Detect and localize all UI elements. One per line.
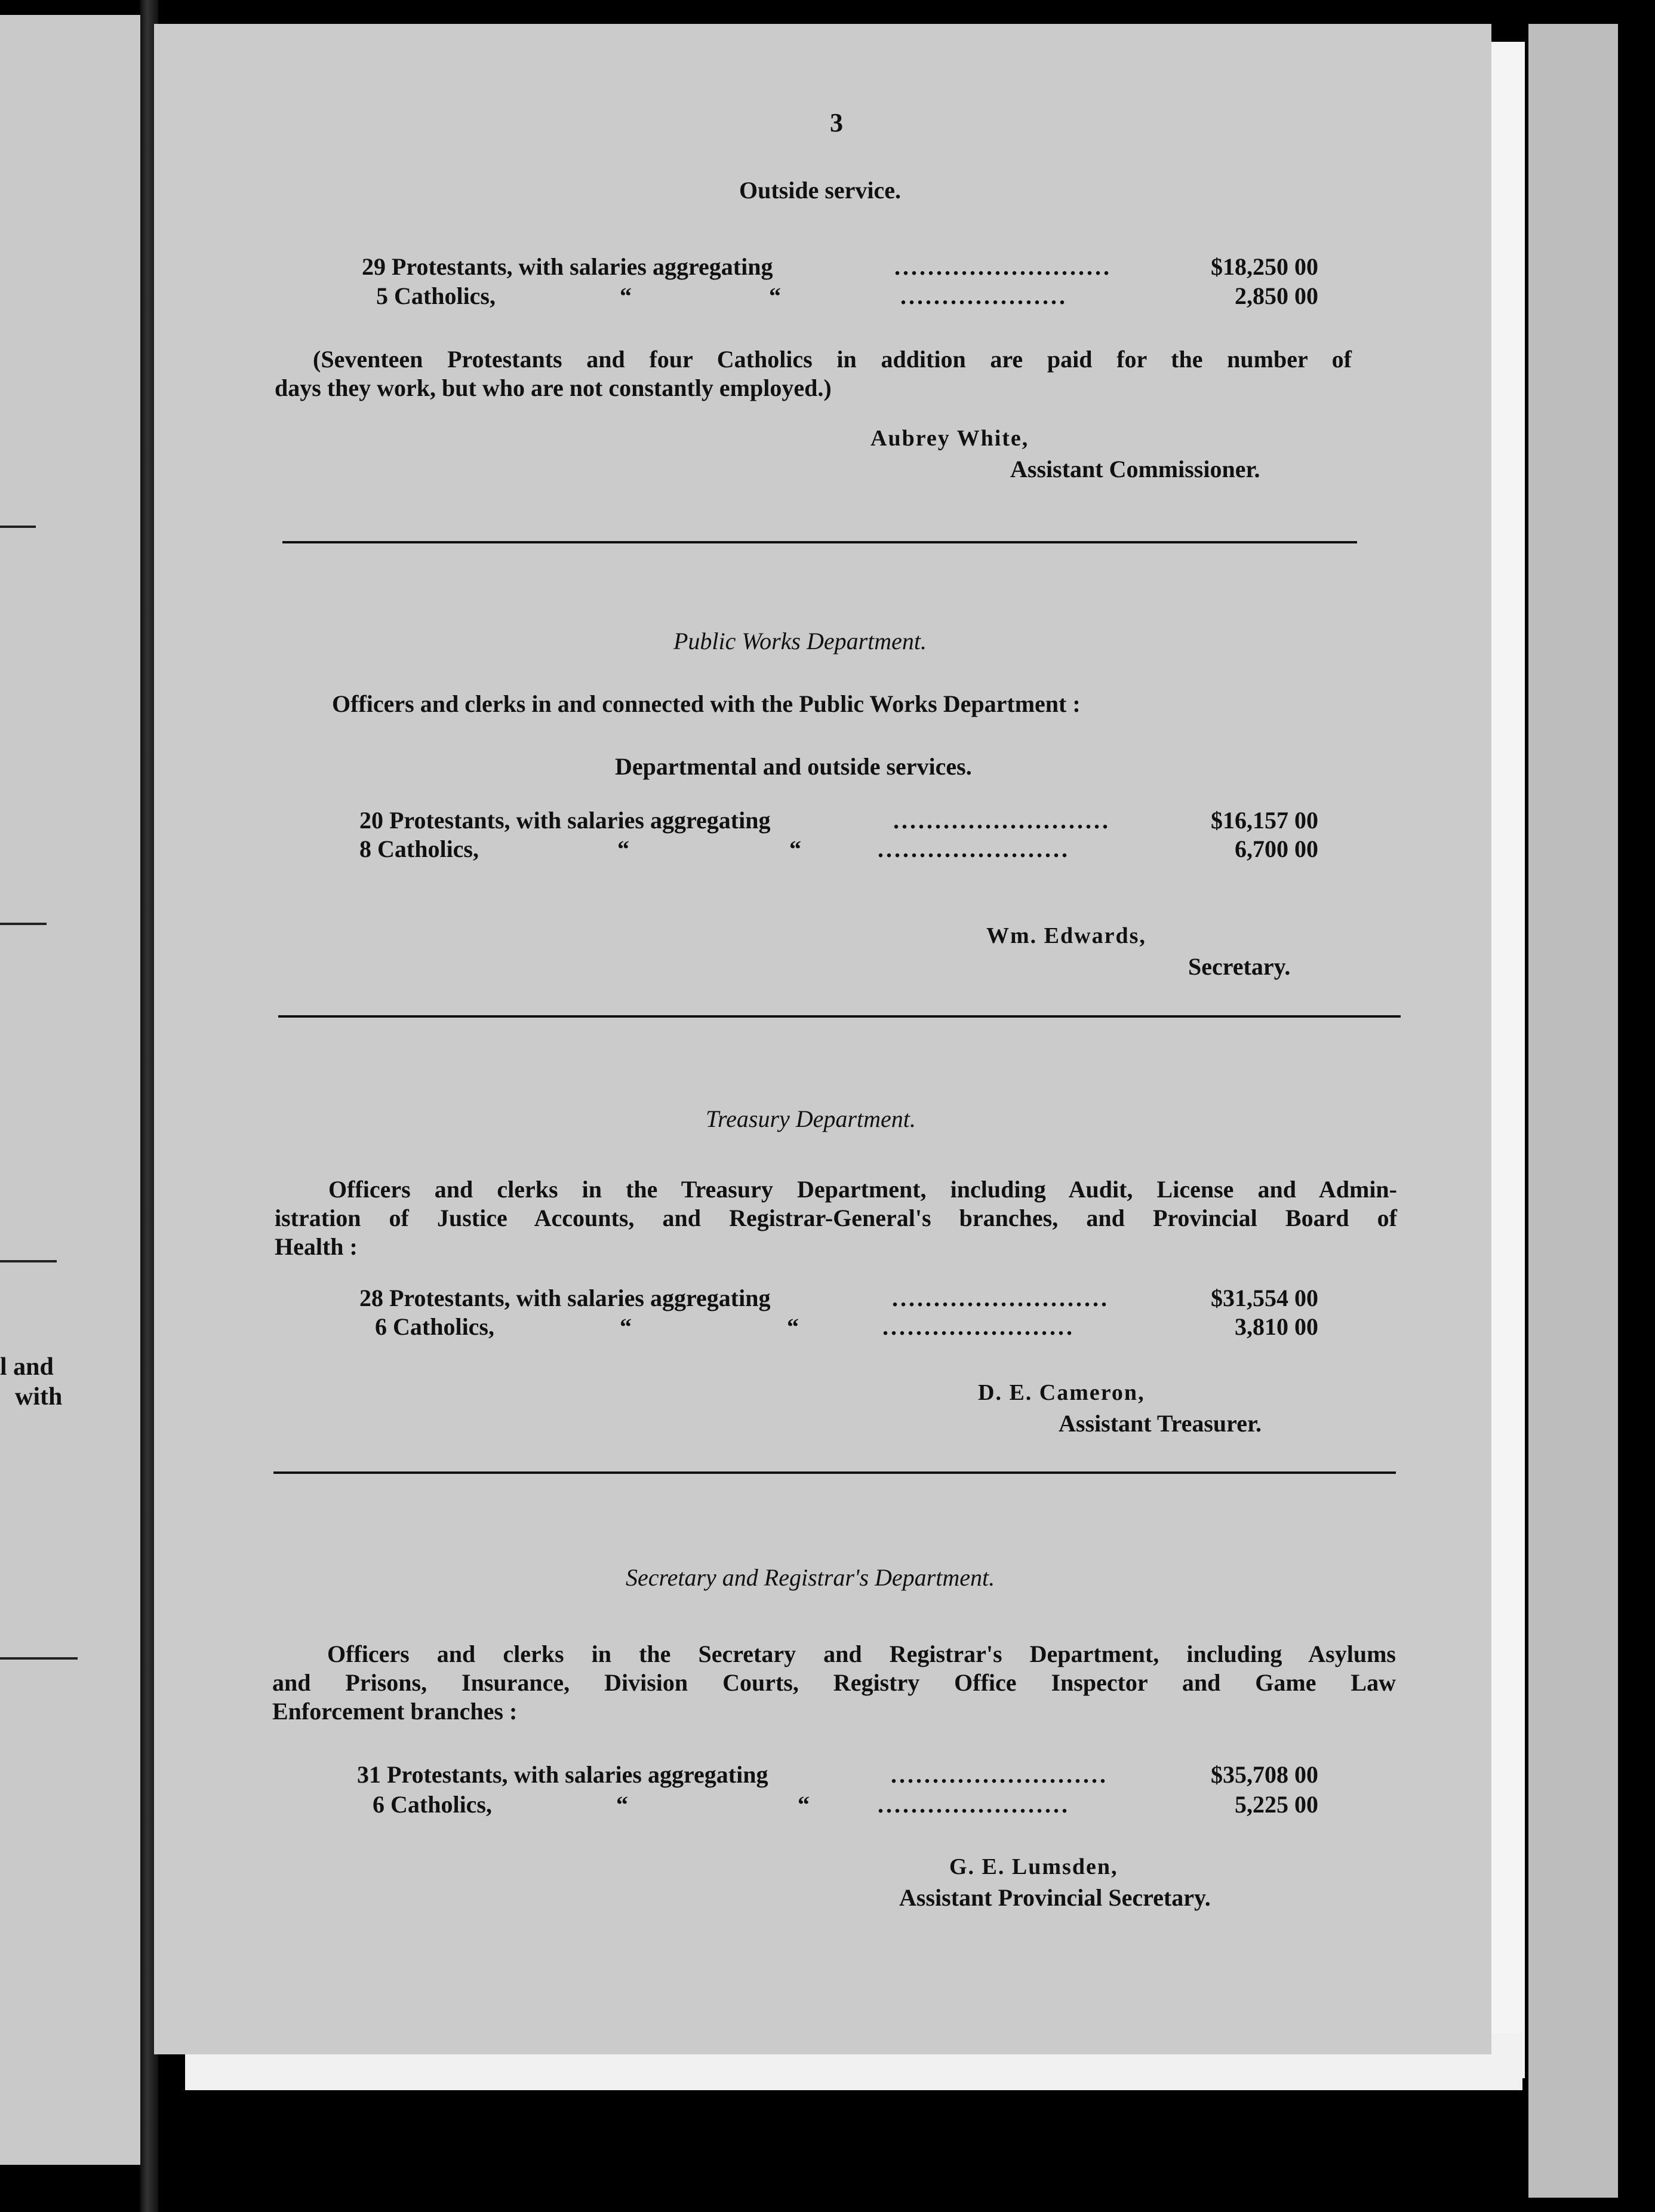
section-divider [282, 541, 1357, 543]
left-rule [0, 1260, 57, 1262]
section-intro: Officers and clerks in the Secretary and Registrar's Department, including Asylums [327, 1640, 1396, 1667]
section-heading: Public Works Department. [673, 628, 927, 655]
note-text: days they work, but who are not constantly employed.) [275, 374, 832, 401]
row-label: 8 Catholics, [359, 835, 479, 862]
section-intro: istration of Justice Accounts, and Registrar-General's branches, and Provincial Board of [275, 1205, 1397, 1231]
document-page [154, 24, 1491, 2054]
section-subheading: Departmental and outside services. [615, 753, 972, 780]
left-rule [0, 526, 36, 528]
note-text: (Seventeen Protestants and four Catholics in addition are paid for the number of [313, 346, 1352, 373]
row-amount: $18,250 00 [1211, 253, 1318, 280]
page-edge [1491, 42, 1525, 2078]
row-amount: 6,700 00 [1235, 835, 1318, 862]
row-label: 29 Protestants, with salaries aggregating [362, 253, 773, 280]
left-page-fragment [0, 15, 140, 2165]
signer-name: D. E. Cameron, [978, 1380, 1145, 1405]
signer-name: Wm. Edwards, [986, 923, 1146, 948]
ditto-mark: “ [620, 282, 632, 309]
ditto-mark: “ [620, 1313, 632, 1340]
leader-dots: .................... [900, 282, 1068, 309]
leader-dots: .......................... [891, 1761, 1108, 1788]
signer-title: Secretary. [1188, 953, 1291, 980]
leader-dots: .......................... [892, 1285, 1109, 1311]
ditto-mark: “ [617, 835, 629, 862]
leader-dots: ....................... [878, 835, 1070, 862]
row-label: 6 Catholics, [373, 1791, 492, 1818]
section-divider [273, 1471, 1396, 1474]
section-intro: Enforcement branches : [272, 1698, 518, 1725]
left-rule [0, 1657, 78, 1660]
signer-title: Assistant Treasurer. [1059, 1410, 1262, 1437]
left-fragment-text: l and [0, 1353, 54, 1381]
row-amount: $16,157 00 [1211, 807, 1318, 834]
section-heading: Outside service. [739, 177, 902, 204]
ditto-mark: “ [769, 282, 781, 309]
section-intro: and Prisons, Insurance, Division Courts, Registry Office Inspector and Game Law [272, 1669, 1396, 1696]
row-amount: 5,225 00 [1235, 1791, 1318, 1818]
signer-name: G. E. Lumsden, [949, 1854, 1118, 1879]
page-number: 3 [830, 108, 843, 137]
ditto-mark: “ [787, 1313, 799, 1340]
row-amount: $35,708 00 [1211, 1761, 1318, 1788]
leader-dots: ....................... [878, 1791, 1070, 1818]
left-fragment-text: with [15, 1383, 63, 1411]
left-rule [0, 923, 47, 925]
row-label: 6 Catholics, [375, 1313, 494, 1340]
section-intro: Officers and clerks in the Treasury Department, including Audit, License and Admin- [328, 1176, 1397, 1203]
row-label: 5 Catholics, [376, 282, 496, 309]
ditto-mark: “ [616, 1791, 628, 1818]
row-label: 20 Protestants, with salaries aggregating [359, 807, 771, 834]
leader-dots: .......................... [894, 253, 1112, 280]
row-amount: 2,850 00 [1235, 282, 1318, 309]
signer-name: Aubrey White, [870, 426, 1029, 451]
signer-title: Assistant Provincial Secretary. [899, 1884, 1211, 1911]
row-label: 31 Protestants, with salaries aggregating [357, 1761, 768, 1788]
signer-title: Assistant Commissioner. [1010, 456, 1260, 483]
row-label: 28 Protestants, with salaries aggregating [359, 1285, 771, 1311]
section-intro: Health : [275, 1233, 358, 1260]
section-heading: Secretary and Registrar's Department. [626, 1564, 995, 1591]
book-cover-board [1528, 24, 1618, 2198]
leader-dots: ....................... [882, 1313, 1075, 1340]
leader-dots: .......................... [893, 807, 1110, 834]
row-amount: 3,810 00 [1235, 1313, 1318, 1340]
ditto-mark: “ [798, 1791, 810, 1818]
ditto-mark: “ [789, 835, 801, 862]
section-intro: Officers and clerks in and connected with the Public Works Department : [332, 690, 1081, 717]
section-divider [278, 1015, 1401, 1018]
row-amount: $31,554 00 [1211, 1285, 1318, 1311]
section-heading: Treasury Department. [706, 1105, 916, 1132]
